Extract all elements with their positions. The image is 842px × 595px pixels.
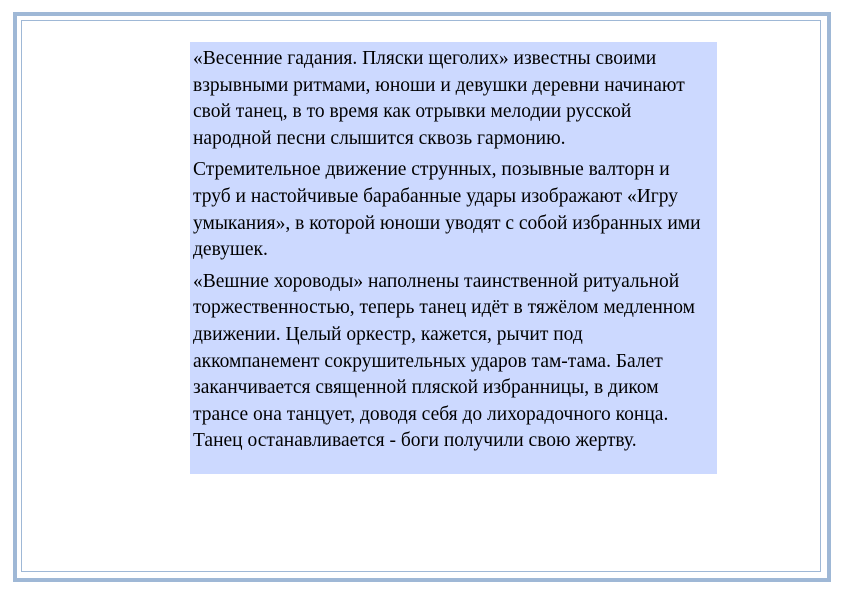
- paragraph-spring-divinations: «Весенние гадания. Пляски щеголих» известны своими взрывными ритмами, юноши и девушки деревни начинают свой танец, в то время как отрывки мелодии русской народной песни слышится сквозь гармонию.: [193, 48, 685, 149]
- paragraph-abduction-game: Стремительное движение струнных, позывные валторн и труб и настойчивые барабанные удары изображают «Игру умыкания», в которой юноши уводят с собой избранных ими девушек.: [193, 159, 701, 261]
- text-block: [190, 42, 717, 474]
- paragraph-spring-rounds: «Вешние хороводы» наполнены таинственной ритуальной торжественностью, теперь танец идёт в тяжёлом медленном движении. Целый оркестр, кажется, рычит под аккомпанемент сокрушительных ударов там-тама. Балет заканчивается священной пляской избранницы, в диком трансе она танцует, доводя себя до лихорадочного конца. Танец останавливается - боги получили свою жертву.: [193, 270, 695, 452]
